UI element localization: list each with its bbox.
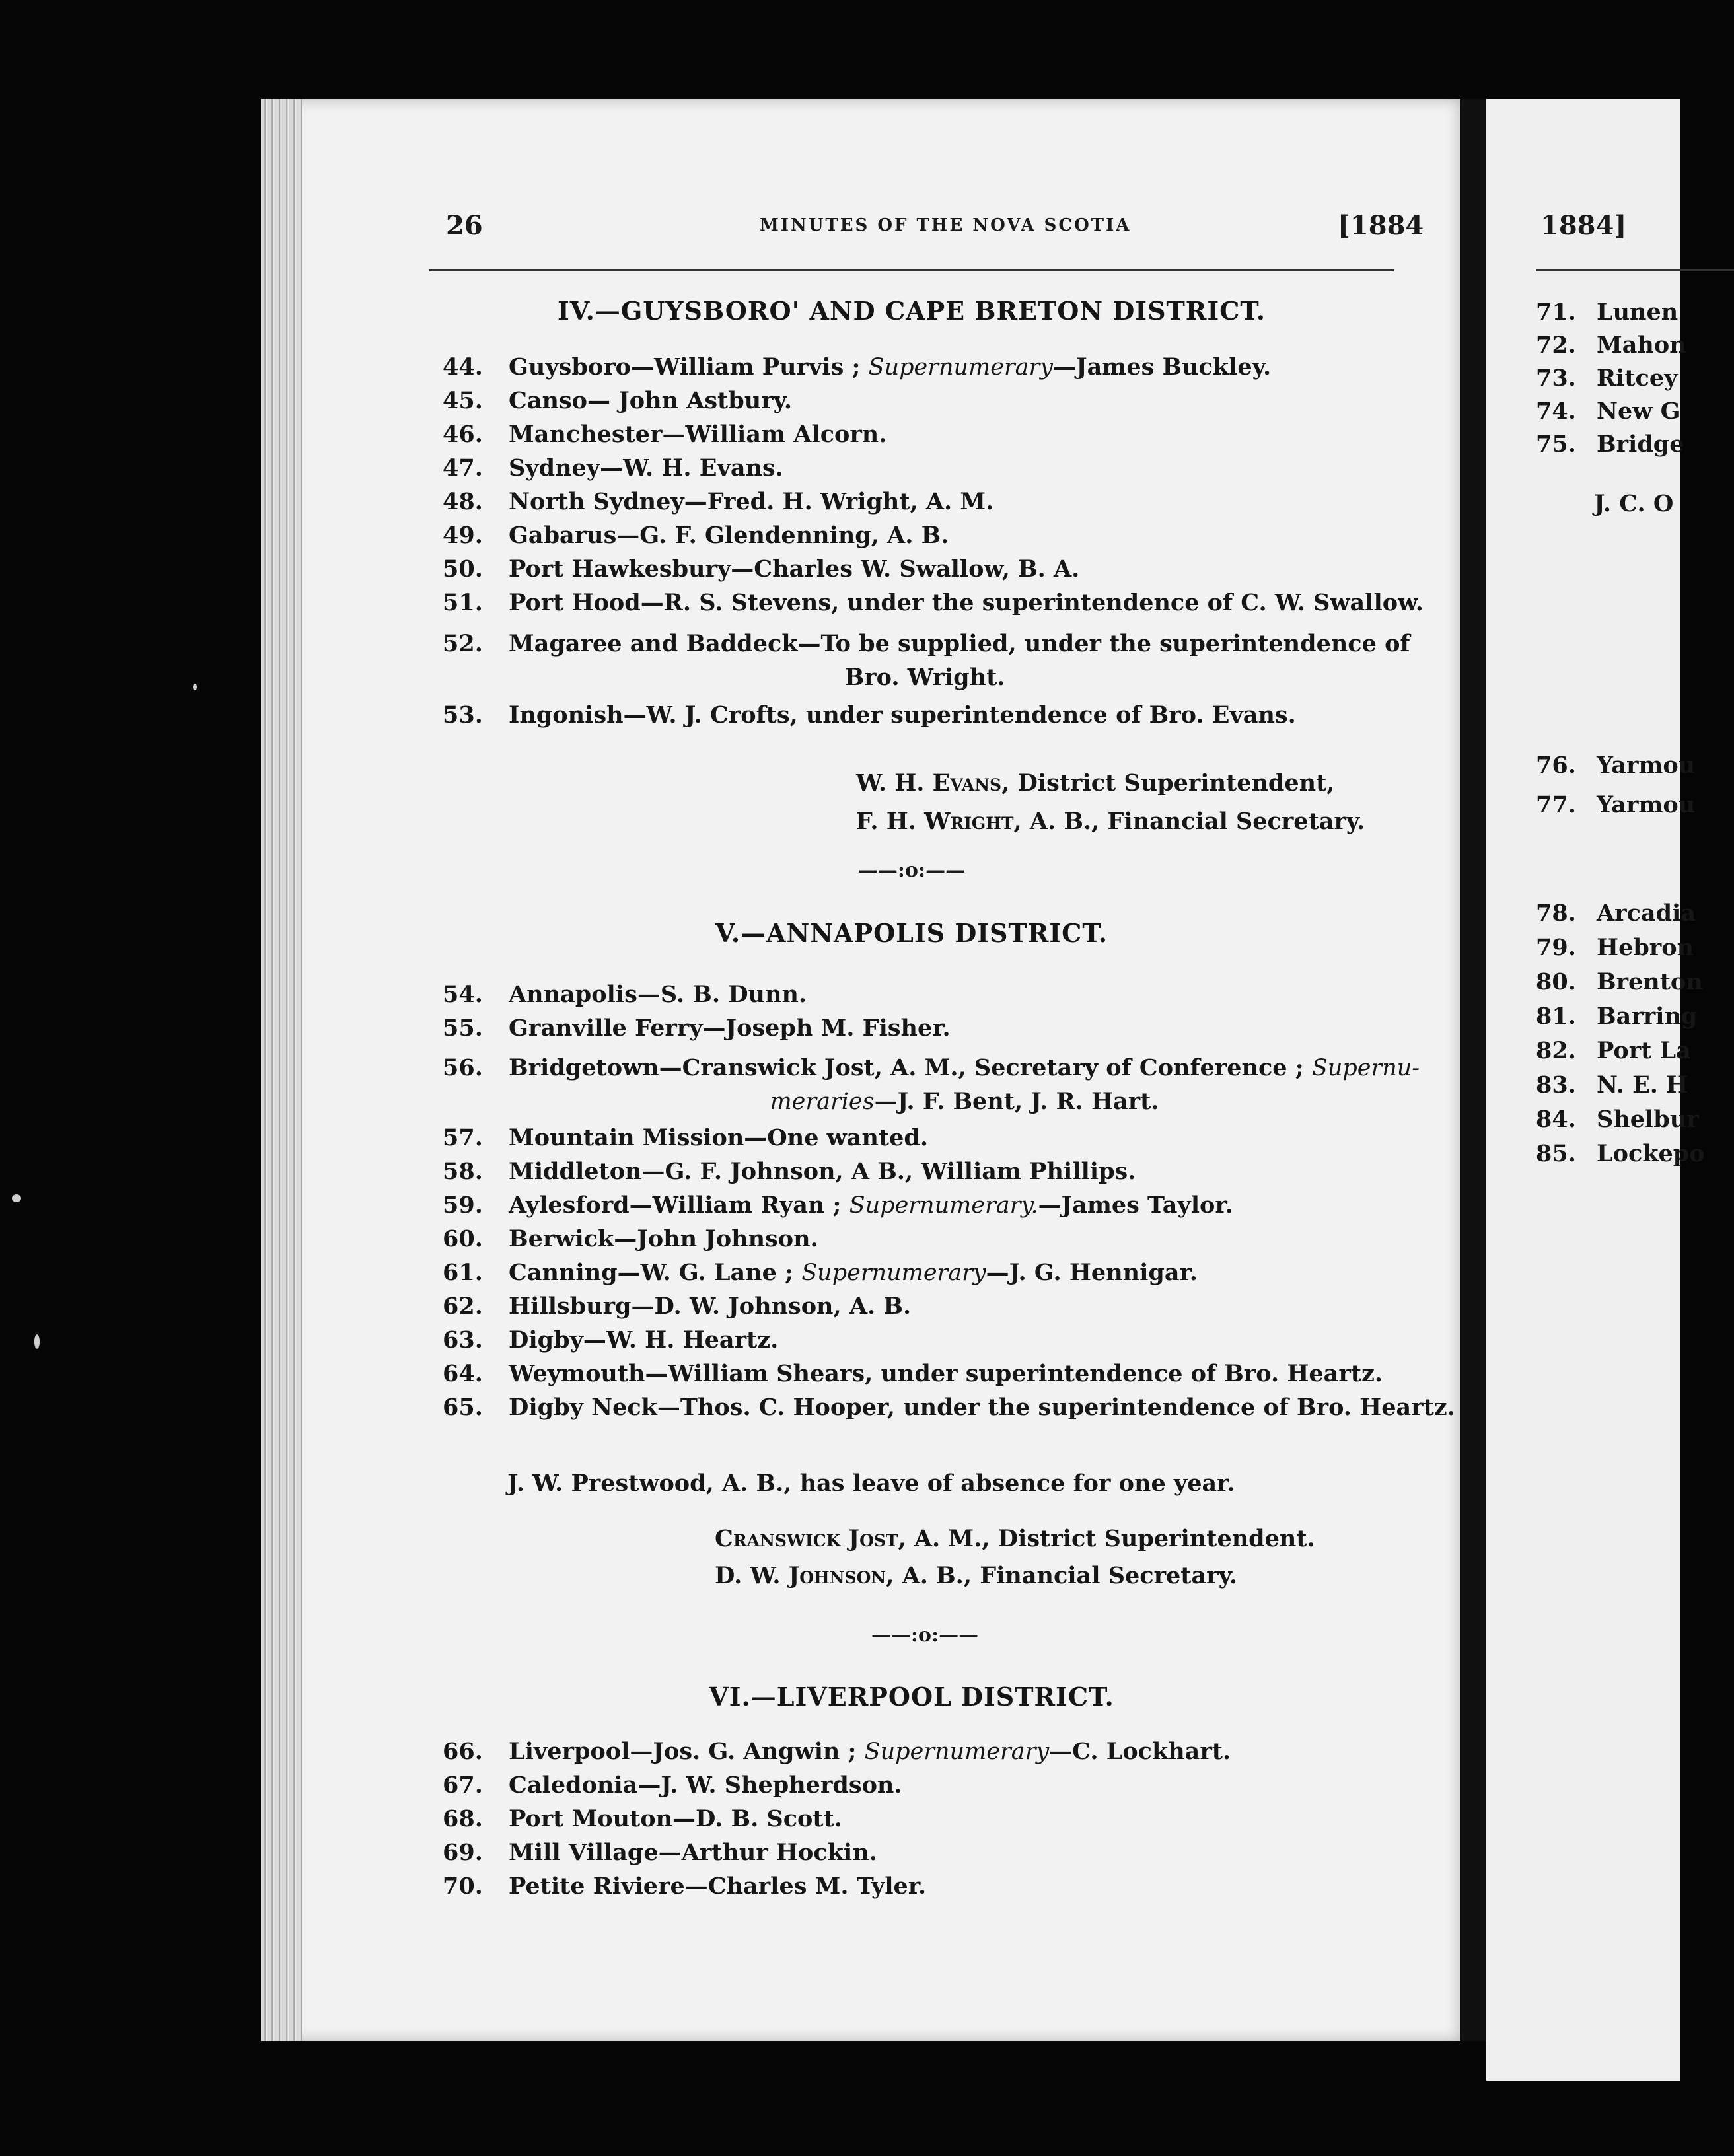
list-item: 74. New G [1536, 398, 1680, 425]
facing-page [1486, 99, 1705, 2081]
list-item: 75. Bridge [1536, 431, 1684, 458]
list-item: 73. Ritcey [1536, 365, 1678, 392]
list-item: 50. Port Hawkesbury—Charles W. Swallow, B. A. [443, 556, 1080, 583]
list-item: 84. Shelbur [1536, 1106, 1699, 1133]
list-item: 59. Aylesford—William Ryan ; Supernumerary.—James Taylor. [443, 1192, 1233, 1219]
list-item: 65. Digby Neck—Thos. C. Hooper, under the superintendence of Bro. Heartz. [443, 1394, 1455, 1421]
section-separator: ——:o:—— [871, 1624, 979, 1647]
list-item: 76. Yarmou [1536, 752, 1696, 779]
district-heading-vi: VI.—LIVERPOOL DISTRICT. [709, 1682, 1114, 1711]
section-separator: ——:o:—— [857, 859, 966, 882]
book-gutter [1460, 99, 1486, 2041]
list-item: 61. Canning—W. G. Lane ; Supernumerary—J. G. Hennigar. [443, 1259, 1198, 1286]
list-item: 47. Sydney—W. H. Evans. [443, 454, 783, 482]
list-item: 57. Mountain Mission—One wanted. [443, 1124, 929, 1151]
list-item: 83. N. E. H [1536, 1071, 1688, 1098]
running-year: [1884 [1338, 210, 1424, 241]
list-item: 70. Petite Riviere—Charles M. Tyler. [443, 1873, 927, 1900]
page-edges [261, 99, 302, 2041]
list-item: 66. Liverpool—Jos. G. Angwin ; Supernumerary—C. Lockhart. [443, 1738, 1231, 1765]
header-rule [429, 270, 1394, 271]
list-item: 56. Bridgetown—Cranswick Jost, A. M., Secretary of Conference ; Supernu- meraries—J. F. Bent, J. R. Hart. [443, 1054, 1420, 1115]
district-heading-v: V.—ANNAPOLIS DISTRICT. [715, 918, 1108, 948]
list-item: 51. Port Hood—R. S. Stevens, under the superintendence of C. W. Swallow. [443, 589, 1424, 616]
list-item: 46. Manchester—William Alcorn. [443, 421, 887, 448]
list-item: 78. Arcadia [1536, 900, 1696, 927]
list-item: 55. Granville Ferry—Joseph M. Fisher. [443, 1015, 951, 1042]
district-v-entries [443, 978, 1455, 1424]
scan-speck [193, 684, 197, 690]
list-item: 53. Ingonish—W. J. Crofts, under superintendence of Bro. Evans. [443, 701, 1296, 729]
list-item: 52. Magaree and Baddeck—To be supplied, under the superintendence of Bro. Wright. [443, 630, 1410, 691]
list-item: J. C. O [1594, 490, 1674, 517]
list-item: 49. Gabarus—G. F. Glendenning, A. B. [443, 522, 949, 549]
district-heading-iv: IV.—GUYSBORO' AND CAPE BRETON DISTRICT. [557, 296, 1266, 326]
list-item: 77. Yarmou [1536, 791, 1696, 818]
superintendent-signature: W. H. Evans, District Superintendent, [856, 770, 1335, 797]
list-item: 80. Brenton [1536, 968, 1703, 995]
district-vi-entries [443, 1735, 1407, 1903]
list-item: 48. North Sydney—Fred. H. Wright, A. M. [443, 488, 994, 515]
scan-speck [34, 1334, 40, 1349]
list-item: 85. Lockepo [1536, 1140, 1705, 1167]
page-number: 26 [446, 210, 483, 241]
scan-speck [12, 1194, 21, 1202]
list-item: 60. Berwick—John Johnson. [443, 1225, 818, 1252]
list-item: 71. Lunen [1536, 299, 1679, 326]
facing-page-year: 1884] [1540, 210, 1627, 241]
list-item: 44. Guysboro—William Purvis ; Supernumerary—James Buckley. [443, 353, 1272, 380]
list-item: 58. Middleton—G. F. Johnson, A B., William Phillips. [443, 1158, 1136, 1185]
list-item: 64. Weymouth—William Shears, under superintendence of Bro. Heartz. [443, 1360, 1383, 1387]
list-item: 69. Mill Village—Arthur Hockin. [443, 1839, 877, 1866]
list-item: 54. Annapolis—S. B. Dunn. [443, 981, 807, 1008]
list-item: 67. Caledonia—J. W. Shepherdson. [443, 1772, 902, 1799]
list-item: 62. Hillsburg—D. W. Johnson, A. B. [443, 1293, 912, 1320]
secretary-signature: D. W. Johnson, A. B., Financial Secretary. [715, 1562, 1238, 1589]
list-item: 72. Mahon [1536, 332, 1686, 359]
list-item: 79. Hebron [1536, 934, 1694, 961]
list-item: 82. Port La [1536, 1037, 1691, 1064]
secretary-signature: F. H. Wright, A. B., Financial Secretary. [856, 808, 1365, 835]
list-item: 63. Digby—W. H. Heartz. [443, 1326, 779, 1353]
facing-header-rule [1536, 270, 1734, 271]
superintendent-signature: Cranswick Jost, A. M., District Superintendent. [715, 1525, 1315, 1552]
leave-of-absence-note: J. W. Prestwood, A. B., has leave of absence for one year. [507, 1470, 1235, 1497]
list-item: 81. Barring [1536, 1003, 1698, 1030]
district-iv-entries [443, 350, 1424, 732]
list-item: 68. Port Mouton—D. B. Scott. [443, 1805, 842, 1832]
list-item: 45. Canso— John Astbury. [443, 387, 793, 414]
running-title: MINUTES OF THE NOVA SCOTIA [760, 215, 1132, 235]
